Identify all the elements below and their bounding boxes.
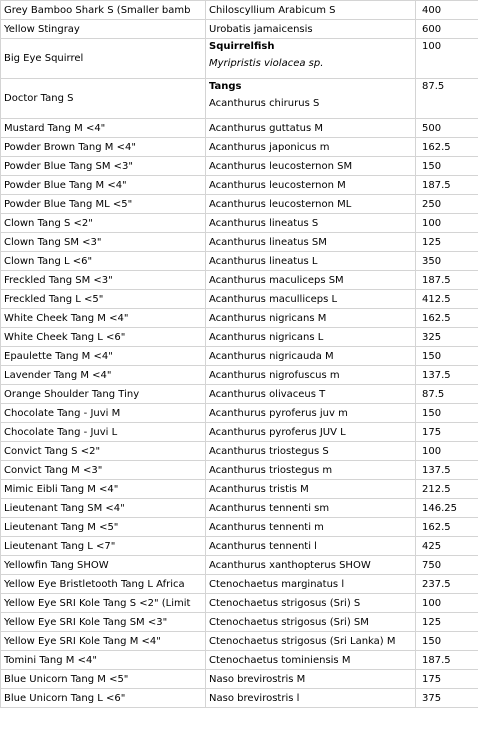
scientific-name-cell[interactable]: Acanthurus maculiceps SM: [206, 271, 416, 290]
price-cell[interactable]: 100: [416, 442, 478, 461]
common-name-cell[interactable]: Yellowfin Tang SHOW: [1, 556, 206, 575]
price-cell[interactable]: 150: [416, 404, 478, 423]
common-name-cell[interactable]: Powder Brown Tang M <4": [1, 138, 206, 157]
common-name-cell[interactable]: Mimic Eibli Tang M <4": [1, 480, 206, 499]
price-cell[interactable]: 500: [416, 119, 478, 138]
common-name-cell[interactable]: Powder Blue Tang M <4": [1, 176, 206, 195]
section-heading: Squirrelfish: [209, 41, 275, 52]
table-row[interactable]: [1, 537, 478, 556]
common-name-cell[interactable]: Freckled Tang L <5": [1, 290, 206, 309]
scientific-name-cell[interactable]: Acanthurus maculliceps L: [206, 290, 416, 309]
common-name-cell[interactable]: Clown Tang L <6": [1, 252, 206, 271]
common-name-cell[interactable]: Lieutenant Tang M <5": [1, 518, 206, 537]
table-row[interactable]: [1, 404, 478, 423]
scientific-name-cell[interactable]: Acanthurus tennenti sm: [206, 499, 416, 518]
common-name-cell[interactable]: Mustard Tang M <4": [1, 119, 206, 138]
table-row[interactable]: [1, 214, 478, 233]
price-cell[interactable]: 150: [416, 157, 478, 176]
price-cell[interactable]: 150: [416, 347, 478, 366]
table-row[interactable]: [1, 157, 478, 176]
price-cell[interactable]: 100: [416, 39, 478, 79]
price-cell[interactable]: 87.5: [416, 385, 478, 404]
scientific-name-cell[interactable]: Acanthurus tennenti m: [206, 518, 416, 537]
scientific-name-cell[interactable]: Acanthurus olivaceus T: [206, 385, 416, 404]
scientific-name-cell[interactable]: Acanthurus triostegus S: [206, 442, 416, 461]
table-row[interactable]: [1, 79, 478, 119]
table-row[interactable]: [1, 233, 478, 252]
table-row[interactable]: [1, 309, 478, 328]
scientific-name-cell[interactable]: Chiloscyllium Arabicum S: [206, 1, 416, 20]
common-name-cell[interactable]: Clown Tang S <2": [1, 214, 206, 233]
common-name-cell[interactable]: Yellow Stingray: [1, 20, 206, 39]
common-name-cell[interactable]: White Cheek Tang M <4": [1, 309, 206, 328]
common-name-cell[interactable]: Blue Unicorn Tang L <6": [1, 689, 206, 708]
scientific-name-cell[interactable]: Acanthurus tristis M: [206, 480, 416, 499]
common-name-cell[interactable]: Tomini Tang M <4": [1, 651, 206, 670]
price-cell[interactable]: 425: [416, 537, 478, 556]
scientific-name-cell[interactable]: Acanthurus leucosternon SM: [206, 157, 416, 176]
table-row[interactable]: [1, 423, 478, 442]
scientific-name-cell[interactable]: Acanthurus lineatus S: [206, 214, 416, 233]
price-cell[interactable]: 175: [416, 423, 478, 442]
scientific-name-cell[interactable]: Acanthurus guttatus M: [206, 119, 416, 138]
table-row[interactable]: [1, 575, 478, 594]
common-name-cell[interactable]: Lavender Tang M <4": [1, 366, 206, 385]
table-row[interactable]: [1, 252, 478, 271]
common-name-cell[interactable]: Doctor Tang S: [1, 79, 206, 119]
table-row[interactable]: [1, 480, 478, 499]
table-row[interactable]: [1, 176, 478, 195]
table-row[interactable]: [1, 461, 478, 480]
price-cell[interactable]: 325: [416, 328, 478, 347]
table-row[interactable]: [1, 442, 478, 461]
price-cell[interactable]: 250: [416, 195, 478, 214]
price-cell[interactable]: 125: [416, 613, 478, 632]
price-cell[interactable]: 237.5: [416, 575, 478, 594]
common-name-cell[interactable]: Yellow Eye SRI Kole Tang SM <3": [1, 613, 206, 632]
common-name-cell[interactable]: Lieutenant Tang L <7": [1, 537, 206, 556]
price-cell[interactable]: 137.5: [416, 461, 478, 480]
common-name-cell[interactable]: Blue Unicorn Tang M <5": [1, 670, 206, 689]
scientific-name-cell[interactable]: Acanthurus lineatus L: [206, 252, 416, 271]
common-name-cell[interactable]: Convict Tang S <2": [1, 442, 206, 461]
table-row[interactable]: [1, 689, 478, 708]
scientific-name-cell[interactable]: Ctenochaetus marginatus l: [206, 575, 416, 594]
table-row[interactable]: [1, 20, 478, 39]
price-cell[interactable]: 125: [416, 233, 478, 252]
price-cell[interactable]: 187.5: [416, 271, 478, 290]
table-row[interactable]: [1, 651, 478, 670]
scientific-name-cell[interactable]: Acanthurus leucosternon ML: [206, 195, 416, 214]
scientific-name-cell[interactable]: Ctenochaetus strigosus (Sri) SM: [206, 613, 416, 632]
scientific-name-cell[interactable]: Acanthurus pyroferus JUV L: [206, 423, 416, 442]
common-name-cell[interactable]: Lieutenant Tang SM <4": [1, 499, 206, 518]
section-heading: Tangs: [209, 81, 242, 92]
price-cell[interactable]: 162.5: [416, 309, 478, 328]
common-name-cell[interactable]: Clown Tang SM <3": [1, 233, 206, 252]
common-name-cell[interactable]: Chocolate Tang - Juvi M: [1, 404, 206, 423]
table-row[interactable]: [1, 328, 478, 347]
price-cell[interactable]: 150: [416, 632, 478, 651]
table-row[interactable]: [1, 613, 478, 632]
common-name-cell[interactable]: Yellow Eye SRI Kole Tang S <2" (Limit: [1, 594, 206, 613]
common-name-cell[interactable]: Freckled Tang SM <3": [1, 271, 206, 290]
price-cell[interactable]: 187.5: [416, 176, 478, 195]
scientific-name-cell[interactable]: Ctenochaetus strigosus (Sri Lanka) M: [206, 632, 416, 651]
price-cell[interactable]: 375: [416, 689, 478, 708]
scientific-name-cell[interactable]: Urobatis jamaicensis: [206, 20, 416, 39]
table-row[interactable]: [1, 347, 478, 366]
scientific-name-cell[interactable]: Acanthurus nigricans L: [206, 328, 416, 347]
common-name-cell[interactable]: Powder Blue Tang SM <3": [1, 157, 206, 176]
price-cell[interactable]: 212.5: [416, 480, 478, 499]
scientific-name-cell[interactable]: Acanthurus japonicus m: [206, 138, 416, 157]
common-name-cell[interactable]: White Cheek Tang L <6": [1, 328, 206, 347]
price-cell[interactable]: 87.5: [416, 79, 478, 119]
table-row[interactable]: [1, 499, 478, 518]
table-row[interactable]: [1, 670, 478, 689]
scientific-name-cell[interactable]: Acanthurus tennenti l: [206, 537, 416, 556]
scientific-name-cell[interactable]: Naso brevirostris M: [206, 670, 416, 689]
table-row[interactable]: [1, 518, 478, 537]
table-row[interactable]: [1, 138, 478, 157]
price-cell[interactable]: 600: [416, 20, 478, 39]
common-name-cell[interactable]: Big Eye Squirrel: [1, 39, 206, 79]
scientific-name-cell[interactable]: Acanthurus triostegus m: [206, 461, 416, 480]
scientific-name-cell[interactable]: Naso brevirostris l: [206, 689, 416, 708]
price-cell[interactable]: 100: [416, 214, 478, 233]
scientific-name-cell[interactable]: [206, 39, 416, 79]
price-cell[interactable]: 175: [416, 670, 478, 689]
table-row[interactable]: [1, 594, 478, 613]
scientific-name-cell[interactable]: [206, 79, 416, 119]
price-cell[interactable]: 187.5: [416, 651, 478, 670]
price-cell[interactable]: 100: [416, 594, 478, 613]
price-cell[interactable]: 750: [416, 556, 478, 575]
table-row[interactable]: [1, 1, 478, 20]
table-row[interactable]: [1, 39, 478, 79]
price-cell[interactable]: 146.25: [416, 499, 478, 518]
price-cell[interactable]: 162.5: [416, 138, 478, 157]
common-name-cell[interactable]: Yellow Eye SRI Kole Tang M <4": [1, 632, 206, 651]
table-row[interactable]: [1, 385, 478, 404]
scientific-name-cell[interactable]: Acanthurus nigrofuscus m: [206, 366, 416, 385]
price-list-body: [1, 1, 478, 708]
table-row[interactable]: [1, 195, 478, 214]
price-cell[interactable]: 137.5: [416, 366, 478, 385]
price-cell[interactable]: 412.5: [416, 290, 478, 309]
price-cell[interactable]: 162.5: [416, 518, 478, 537]
common-name-cell[interactable]: Epaulette Tang M <4": [1, 347, 206, 366]
table-row[interactable]: [1, 632, 478, 651]
scientific-name-cell[interactable]: Acanthurus pyroferus juv m: [206, 404, 416, 423]
table-row[interactable]: [1, 119, 478, 138]
table-row[interactable]: [1, 366, 478, 385]
table-row[interactable]: [1, 290, 478, 309]
common-name-cell[interactable]: Orange Shoulder Tang Tiny: [1, 385, 206, 404]
common-name-cell[interactable]: Powder Blue Tang ML <5": [1, 195, 206, 214]
scientific-name-cell[interactable]: Ctenochaetus strigosus (Sri) S: [206, 594, 416, 613]
scientific-name-cell[interactable]: Acanthurus lineatus SM: [206, 233, 416, 252]
common-name-cell[interactable]: Yellow Eye Bristletooth Tang L Africa: [1, 575, 206, 594]
scientific-name-cell[interactable]: Acanthurus leucosternon M: [206, 176, 416, 195]
scientific-name-text: Acanthurus chirurus S: [209, 98, 320, 109]
scientific-name-cell[interactable]: Ctenochaetus tominiensis M: [206, 651, 416, 670]
common-name-cell[interactable]: Convict Tang M <3": [1, 461, 206, 480]
scientific-name-cell[interactable]: Acanthurus xanthopterus SHOW: [206, 556, 416, 575]
table-row[interactable]: [1, 271, 478, 290]
scientific-name-cell[interactable]: Acanthurus nigricans M: [206, 309, 416, 328]
table-row[interactable]: [1, 556, 478, 575]
price-cell[interactable]: 400: [416, 1, 478, 20]
scientific-name-text: Myripristis violacea sp.: [209, 58, 324, 69]
scientific-name-cell[interactable]: Acanthurus nigricauda M: [206, 347, 416, 366]
price-cell[interactable]: 350: [416, 252, 478, 271]
common-name-cell[interactable]: Chocolate Tang - Juvi L: [1, 423, 206, 442]
common-name-cell[interactable]: Grey Bamboo Shark S (Smaller bamb: [1, 1, 206, 20]
